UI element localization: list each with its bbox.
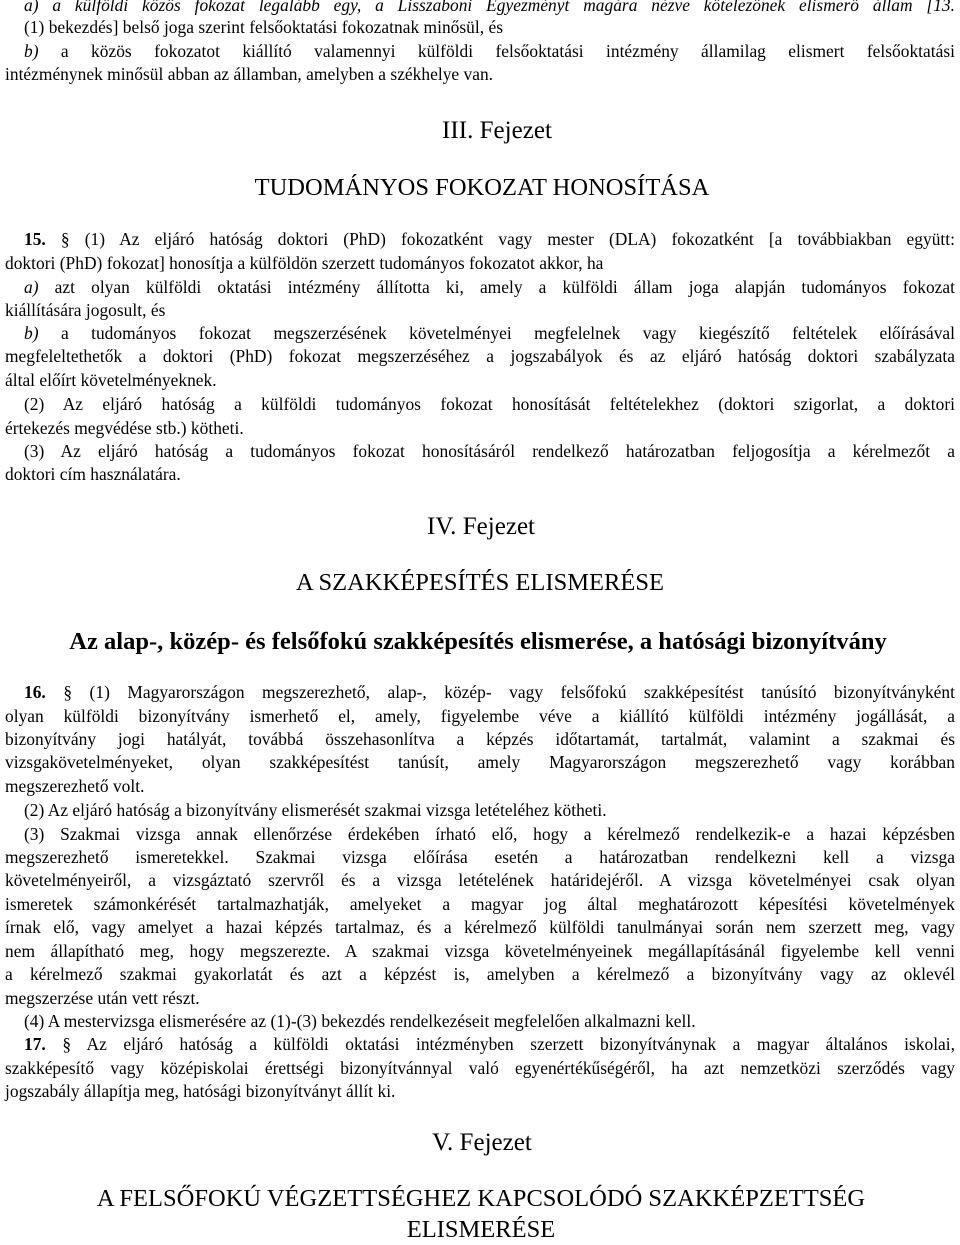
paragraph-line: szakképesítő vagy középiskolai érettségi bizonyítvánnyal való egyenértékűségéről, ha azt nemzetközi szerződés vagy [5,1058,955,1078]
paragraph-line: megfeleltethetők a doktori (PhD) fokozat megszerzéséhez a jogszabályok és az eljáró hatóság doktori szabályzata [5,346,955,366]
paragraph-line: intézménynek minősül abban az államban, amelyben a székhelye van. [5,64,494,84]
paragraph-line: bizonyítvány jogi hatályát, továbbá összehasonlítva a képzés időtartamát, tartalmát, valamint a szakmai és [5,729,955,749]
paragraph-line: követelményeiről, a vizsgáztató szervről és a vizsga letételének határidejéről. A vizsga követelményei csak olyan [5,870,955,890]
section-number: 16. [24,682,46,702]
chapter-heading: V. Fejezet [432,1129,532,1156]
section-sign: § [62,1034,72,1054]
paragraph-line: (2) Az eljáró hatóság a külföldi tudományos fokozat honosítását feltételekhez (doktori szigorlat, a doktori [24,394,955,414]
section-line [24,1033,955,1055]
section-number: 15. [24,229,46,249]
section-line [24,228,955,250]
chapter-title-continued: ELISMERÉSE [406,1216,556,1243]
paragraph-line: doktori (PhD) fokozat] honosítja a külföldön szerzett tudományos fokozatot akkor, ha [5,253,604,273]
paragraph-line: ismeretek számonkérését tartalmazhatják, amelyeket a magyar jog által meghatározott képesítési követelmények [5,894,955,914]
item-marker: b) [24,323,39,343]
item-marker: b) [24,41,39,61]
paragraph-line: (1) bekezdés] belső joga szerint felsőoktatási fokozatnak minősül, és [24,17,503,37]
paragraph-line [24,322,955,344]
section-number: 17. [24,1034,46,1054]
section-subtitle: Az alap-, közép- és felsőfokú szakképesítés elismerése, a hatósági bizonyítvány [69,628,887,655]
paragraph-line: olyan külföldi bizonyítvány ismerhető el, amely, figyelembe véve a kiállító külföldi intézmény jogállását, a [5,706,955,726]
item-marker: a) [24,277,39,297]
line-text: a külföldi közös fokozat legalább egy, a Lisszaboni Egyezményt magára nézve kötelezőnek elismerő állam [13. [38,0,955,15]
paragraph-line: nem állapítható meg, hogy megszerezte. A szakmai vizsga követelményeinek megállapításánál figyelembe kell venni [5,941,955,961]
chapter-title: TUDOMÁNYOS FOKOZAT HONOSÍTÁSA [254,174,710,201]
paragraph-line [24,276,955,298]
section-sign: § [63,682,73,702]
line-text: a közös fokozatot kiállító valamennyi külföldi felsőoktatási intézmény államilag elismert felsőoktatási [38,41,955,61]
paragraph-line [24,0,955,16]
chapter-heading: IV. Fejezet [426,513,536,540]
paragraph-line: vizsgakövetelményeket, olyan szakképesítést tanúsít, amely Magyarországon megszerezhető vagy korábban [5,752,955,772]
line-text: (1) Az eljáró hatóság doktori (PhD) fokozatként vagy mester (DLA) fokozatként [a továbbiakban együtt: [69,229,955,249]
paragraph-line: (3) Az eljáró hatóság a tudományos fokozat honosításáról rendelkező határozatban feljogosítja a kérelmezőt a [24,441,955,461]
chapter-title: A SZAKKÉPESÍTÉS ELISMERÉSE [295,569,665,596]
paragraph-line: írnak elő, vagy amelyet a hazai képzés tartalmaz, és a kérelmező külföldi tanulmányai során nem szerzett meg, vagy [5,917,955,937]
paragraph-line: kiállítására jogosult, és [5,300,166,320]
paragraph-line: jogszabály állapítja meg, hatósági bizonyítványt állít ki. [5,1081,396,1101]
paragraph-line: (4) A mestervizsga elismerésére az (1)-(3) bekezdés rendelkezéseit megfelelően alkalmazni kell. [24,1011,696,1031]
section-line [24,681,955,703]
line-text: a tudományos fokozat megszerzésének követelményei megfelelnek vagy kiegészítő feltételek előírásával [38,323,955,343]
line-text: (1) Magyarországon megszerezhető, alap-, közép- vagy felsőfokú szakképesítést tanúsító bizonyítványként [72,682,955,702]
paragraph-line: megszerezhető volt. [5,776,145,796]
paragraph-line: megszerezhető ismeretekkel. Szakmai vizsga előírása esetén a határozatban rendelkezni kell a vizsga [5,847,955,867]
paragraph-line: (3) Szakmai vizsga annak ellenőrzése érdekében írható elő, hogy a kérelmező rendelkezik-e a hazai képzésben [24,824,955,844]
chapter-title: A FELSŐFOKÚ VÉGZETTSÉGHEZ KAPCSOLÓDÓ SZAKKÉPZETTSÉG [96,1185,866,1212]
section-sign: § [60,229,70,249]
line-text: Az eljáró hatóság a külföldi oktatási intézményben szerzett bizonyítványnak a magyar általános iskolai, [71,1034,955,1054]
paragraph-line: a kérelmező szakmai gyakorlatát és azt a képzést is, amelyben a kérelmező a bizonyítvány vagy az oklevél [5,964,955,984]
paragraph-line: megszerzése után vett részt. [5,988,200,1008]
paragraph-line: (2) Az eljáró hatóság a bizonyítvány elismerését szakmai vizsga letételéhez kötheti. [24,800,607,820]
chapter-heading: III. Fejezet [442,117,552,144]
paragraph-line: által előírt követelményeknek. [5,370,217,390]
paragraph-line: értekezés megvédése stb.) kötheti. [5,418,244,438]
line-text: azt olyan külföldi oktatási intézmény állította ki, amely a külföldi állam joga alapján tudományos fokozat [38,277,955,297]
paragraph-line: doktori cím használatára. [5,464,181,484]
item-marker: a) [24,0,39,15]
paragraph-line [24,40,955,62]
